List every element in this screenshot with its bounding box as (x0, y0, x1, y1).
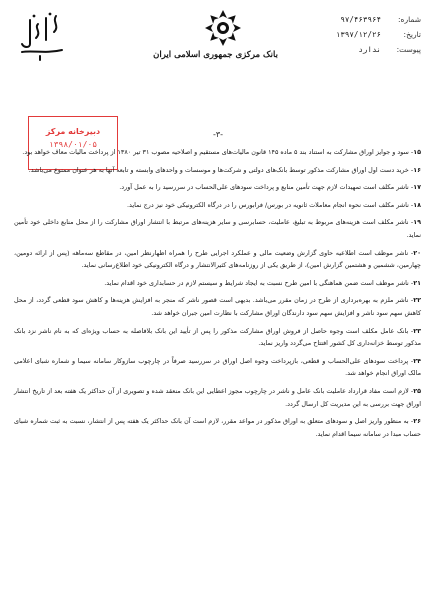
bank-logo-block (153, 8, 278, 60)
clause-number: ۱۹ (413, 218, 421, 227)
clause-number: ۲۱ (413, 278, 421, 287)
clause-paragraph (14, 415, 421, 440)
date-label: تاریخ: (403, 30, 421, 39)
clause-text: - سود و جوایز اوراق مشارکت به استناد بند ۵ ماده ۱۴۵ قانون مالیات‌های مستقیم و اصلاحیه مصوب ۳۱ تیر ۱۳۸۰ از پرداخت مالیات معاف خواهد بود. (22, 148, 414, 156)
number-row (311, 12, 421, 27)
clause-text: - ناشر مکلف است نحوه انجام معاملات ثانویه در بورس/ فرابورس را در درگاه الکترونیکی خود نیز درج نماید. (127, 200, 414, 209)
number-label: شماره: (398, 15, 421, 24)
clause-text: - ناشر موظف است اطلاعیه حاوی گزارش وضعیت مالی و عملکرد اجرایی طرح را همراه اظهارنظر امین، در مقاطع سه‌ماهه (پس از ارائه دومین، چهارمین، ششمین و هشتمین گزارش امین)، از طریق یکی از روزنامه‌های کثیرالانتشار و درگاه الکترونیکی خود اطلاع‌رسانی نماید. (14, 248, 421, 270)
clause-paragraph (14, 385, 421, 410)
clause-text: - ناشر مکلف است هزینه‌های مربوط به تبلیغ، عاملیت، حسابرسی و سایر هزینه‌های مرتبط با انتشار اوراق مشارکت را از محل منابع داخلی خود تأمین نماید. (14, 218, 421, 239)
clause-paragraph (14, 294, 421, 319)
reference-block (311, 12, 421, 57)
clause-text: - ناشر ملزم به بهره‌برداری از طرح در زمان مقرر می‌باشد. بدیهی است قصور ناشر که منجر به افزایش هزینه‌ها و کاهش سود قطعی گردد، از محل کاهش سهم سود ناشر و افزایش سهم سود دارندگان اوراق مشارکت با نظارت امین جبران خواهد شد. (14, 296, 421, 317)
clause-paragraph (14, 325, 421, 350)
attachment-value: ندارد (358, 45, 381, 54)
clause-number: ۲۲ (413, 296, 421, 305)
bank-name: بانک مرکزی جمهوری اسلامی ایران (153, 50, 278, 60)
date-value: ۱۳۹۷/۱۲/۲۶ (335, 30, 381, 39)
clause-text: - ناشر موظف است ضمن هماهنگی با امین طرح نسبت به ایجاد شرایط و سیستم لازم در حسابداری خود اقدام نماید. (104, 278, 414, 287)
clause-text: - لازم است مفاد قرارداد عاملیت بانک عامل و ناشر در چارچوب مجوز اعطایی این بانک منعقد شده و تصویری از آن حداکثر یک هفته بعد از تاریخ انتشار اوراق جهت بررسی به این مدیریت کل ارسال گردد. (14, 386, 421, 408)
clause-number: ۲۰ (413, 248, 421, 257)
clause-text: - پرداخت سودهای علی‌الحساب و قطعی، بازپرداخت وجوه اصل اوراق در سررسید صرفاً در چارچوب سازوکار سامانه سیما و شماره شبای اعلامی مالک اوراق انجام خواهد شد. (14, 356, 421, 378)
clause-number: ۱۸ (413, 200, 421, 209)
stamp-title: دبیرخانه مرکز (45, 127, 101, 136)
number-value: ۹۷/۴۶۳۹۶۴ (340, 15, 381, 24)
clause-paragraph (14, 247, 421, 272)
clause-paragraph (14, 199, 421, 212)
clause-paragraph (14, 355, 421, 380)
clause-text: - به منظور واریز اصل و سودهای متعلق به اوراق مذکور در مواعد مقرر، لازم است آن بانک حداکثر یک هفته پس از انتشار، نسبت به ثبت شماره شبای حساب مبدا در سامانه سیما اقدام نماید. (14, 417, 421, 438)
signature-icon (16, 10, 68, 62)
date-row (311, 27, 421, 42)
clause-paragraph (14, 164, 421, 177)
clause-text: - بانک عامل مکلف است وجوه حاصل از فروش اوراق مشارکت مذکور را پس از تأیید این بانک بلافاصله به حساب ویژه‌ای که به نام ناشر نزد بانک مذکور توسط خزانه‌داری کل کشور افتتاح می‌گردد واریز نماید. (14, 326, 421, 348)
clause-number: ۲۳ (413, 326, 421, 335)
clause-paragraph (14, 216, 421, 241)
attachment-label: پیوست: (396, 45, 421, 54)
clause-number: ۱۵ (413, 148, 421, 156)
clause-paragraph (14, 181, 421, 194)
document-body (14, 146, 421, 445)
clause-number: ۲۶ (413, 417, 421, 426)
attachment-row (311, 42, 421, 57)
clause-paragraph (14, 277, 421, 290)
clause-text: - ناشر مکلف است تمهیدات لازم جهت تأمین منابع و پرداخت سودهای علی‌الحساب در سررسید را به عمل آورد. (119, 183, 414, 192)
clause-number: ۲۵ (413, 386, 421, 395)
bank-logo-icon (203, 8, 243, 48)
page-number: -۳- (212, 130, 224, 139)
clause-paragraph (14, 146, 421, 159)
signature (16, 10, 68, 62)
clause-number: ۱۶ (413, 165, 421, 174)
stamp-date: ۱۳۹۸/۰۱/۰۵ (48, 140, 98, 149)
clause-number: ۲۴ (413, 356, 421, 365)
clause-text: - خرید دست اول اوراق مشارکت مذکور توسط بانک‌های دولتی و شرکت‌ها و موسسات و واحدهای وابسته و تابعه آنها به هر عنوان ممنوع می‌باشد. (28, 165, 414, 174)
clause-number: ۱۷ (413, 183, 421, 192)
